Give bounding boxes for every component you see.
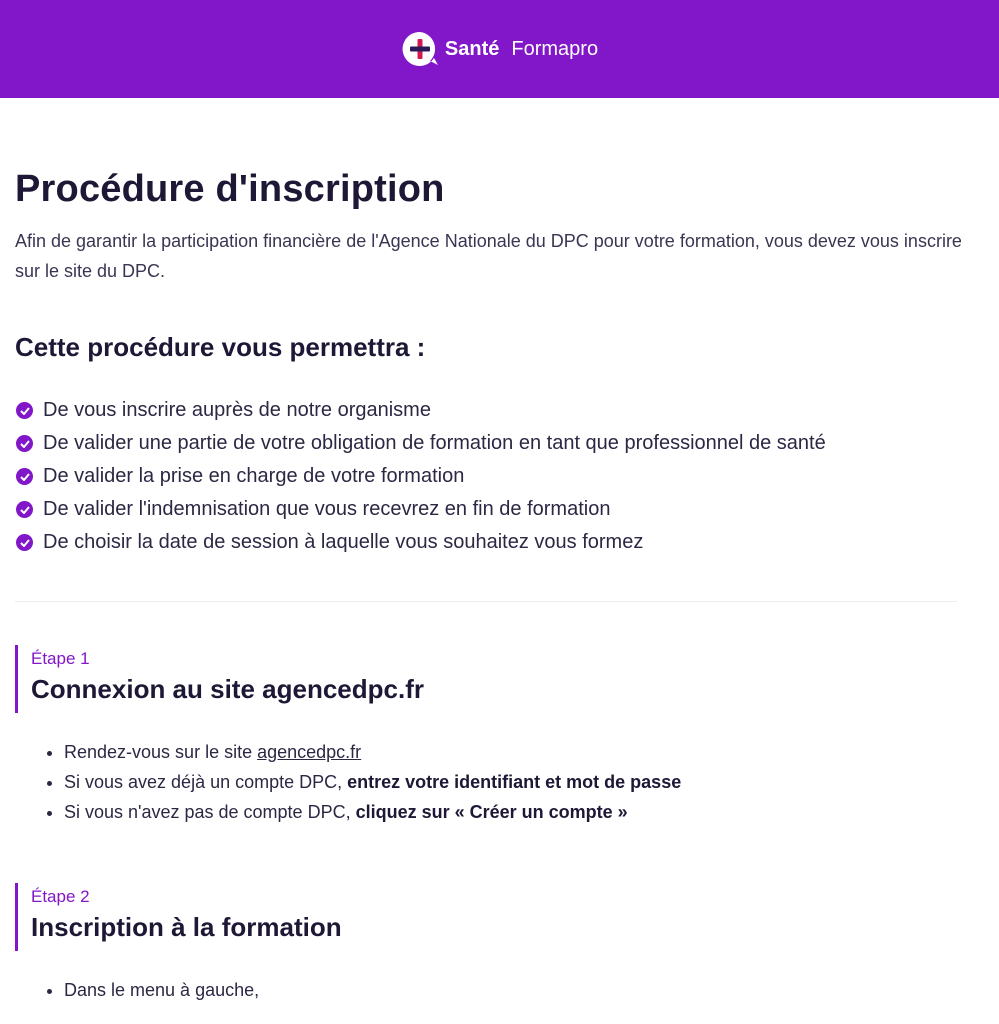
step-title: Connexion au site agencedpc.fr bbox=[31, 674, 424, 704]
plus-bubble-icon bbox=[401, 30, 439, 68]
list-item bbox=[15, 526, 984, 559]
list-item bbox=[64, 975, 984, 1005]
intro-text: Afin de garantir la participation financière de l'Agence Nationale du DPC pour votre formation, vous devez vous inscrire sur le site du DPC. bbox=[15, 231, 962, 281]
benefits-list bbox=[15, 394, 984, 559]
benefit-text: De vous inscrire auprès de notre organisme bbox=[43, 399, 431, 421]
site-header bbox=[0, 0, 999, 98]
step-1-header bbox=[15, 645, 984, 713]
check-circle-icon bbox=[16, 534, 33, 551]
benefit-text: De valider la prise en charge de votre formation bbox=[43, 465, 465, 487]
agencedpc-link[interactable]: agencedpc.fr bbox=[257, 742, 362, 762]
step-label: Étape 1 bbox=[31, 649, 90, 668]
check-circle-icon bbox=[16, 501, 33, 518]
benefits-heading: Cette procédure vous permettra : bbox=[15, 332, 426, 362]
step-label: Étape 2 bbox=[31, 887, 90, 906]
step-2-list bbox=[15, 975, 984, 1005]
step-title: Inscription à la formation bbox=[31, 912, 342, 942]
step-2-header bbox=[15, 883, 984, 951]
benefit-text: De valider l'indemnisation que vous recevrez en fin de formation bbox=[43, 498, 611, 520]
list-item bbox=[64, 797, 984, 827]
list-item bbox=[15, 427, 984, 460]
section-divider bbox=[15, 601, 957, 602]
logo[interactable] bbox=[401, 30, 598, 68]
list-item bbox=[64, 737, 984, 767]
check-circle-icon bbox=[16, 468, 33, 485]
list-item bbox=[15, 460, 984, 493]
item-bold-text: cliquez sur « Créer un compte » bbox=[355, 802, 628, 822]
check-circle-icon bbox=[16, 435, 33, 452]
brand-name-light: Formapro bbox=[511, 37, 599, 60]
check-circle-icon bbox=[16, 402, 33, 419]
item-text: Dans le menu à gauche, bbox=[64, 980, 260, 1000]
page-title: Procédure d'inscription bbox=[15, 168, 445, 210]
item-text: Si vous n'avez pas de compte DPC, bbox=[64, 802, 356, 822]
step-1-list bbox=[15, 737, 984, 827]
item-text: Si vous avez déjà un compte DPC, bbox=[64, 772, 348, 792]
list-item bbox=[15, 493, 984, 526]
item-text: Rendez-vous sur le site bbox=[64, 742, 258, 762]
benefit-text: De choisir la date de session à laquelle vous souhaitez vous formez bbox=[43, 531, 644, 553]
list-item bbox=[15, 394, 984, 427]
list-item bbox=[64, 767, 984, 797]
main-content bbox=[0, 164, 999, 1005]
brand-name-bold: Santé bbox=[444, 37, 500, 60]
benefit-text: De valider une partie de votre obligation de formation en tant que professionnel de santé bbox=[43, 432, 826, 454]
item-bold-text: entrez votre identifiant et mot de passe bbox=[347, 772, 682, 792]
